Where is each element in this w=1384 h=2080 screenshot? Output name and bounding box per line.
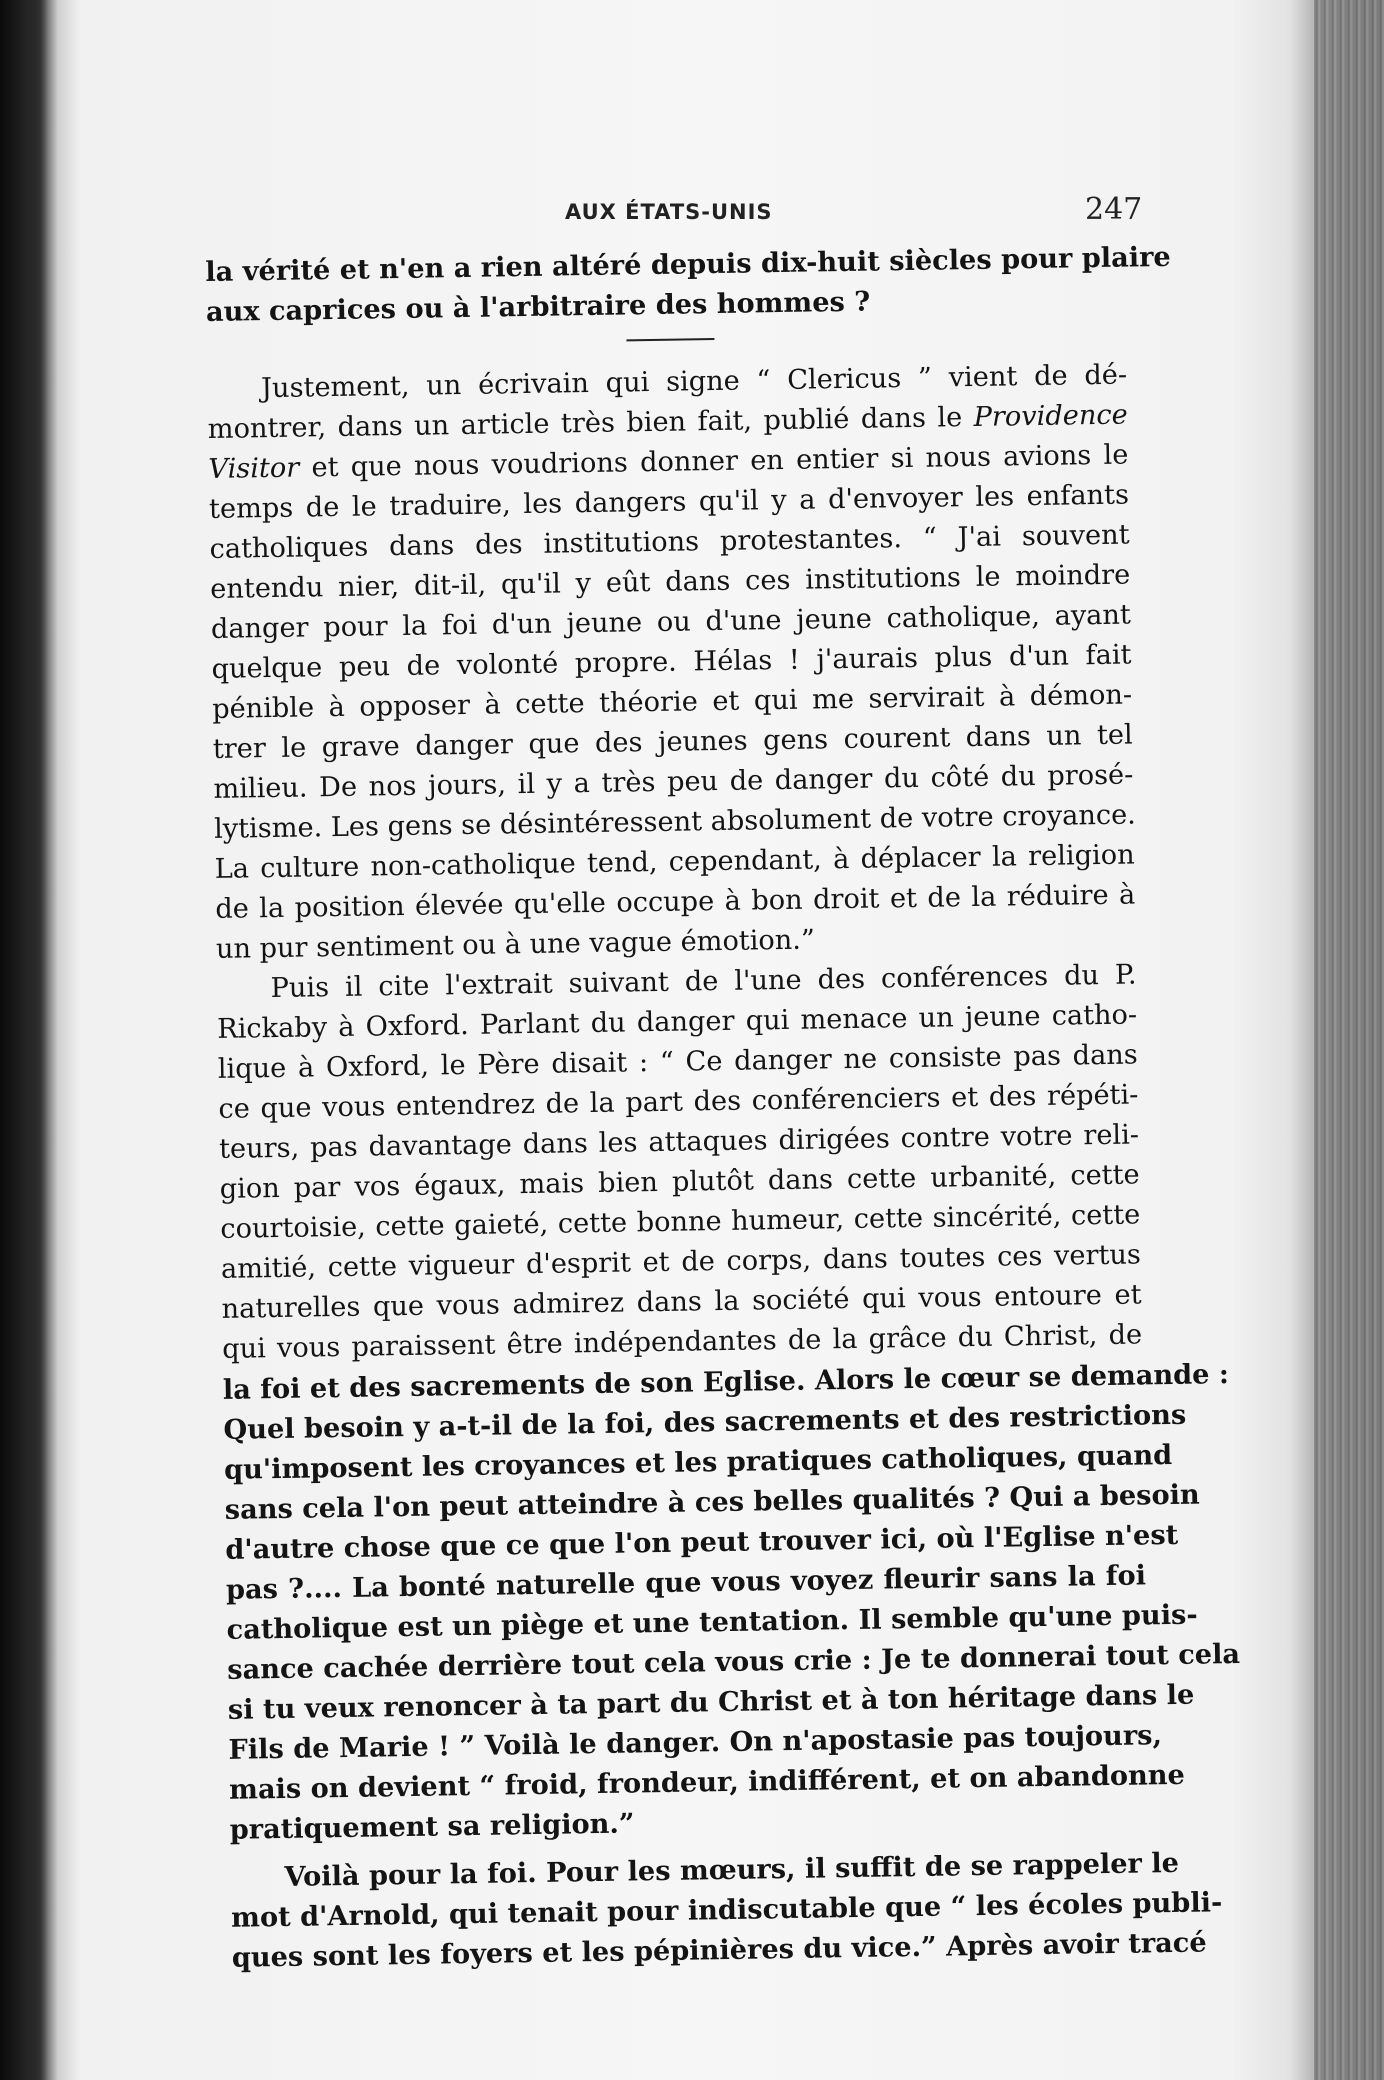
paragraph-continuation: [205, 238, 1171, 332]
body-text: [205, 238, 1241, 1978]
text-line: quelque peu de volonté propre. Hélas ! j'aurais plus d'un fait: [211, 639, 1132, 685]
text-line: catholique est un piège et une tentation. Il semble qu'une puis-: [226, 1598, 1198, 1646]
text-line: d'autre chose que ce que l'on peut trouver ici, où l'Eglise n'est: [225, 1518, 1179, 1566]
text-line: Voilà pour la foi. Pour les mœurs, il suffit de se rappeler le: [284, 1846, 1180, 1893]
text-line: lique à Oxford, le Père disait : “ Ce danger ne consiste pas dans: [217, 1039, 1138, 1085]
page-edges: [1314, 0, 1384, 2080]
text-line: pénible à opposer à cette théorie et qui me servirait à démon-: [211, 679, 1133, 725]
text-line: aux caprices ou à l'arbitraire des hommes ?: [205, 285, 871, 328]
text-line: la foi et des sacrements de son Eglise. Alors le cœur se demande :: [222, 1358, 1230, 1406]
text-line: mais on devient “ froid, frondeur, indifférent, et on abandonne: [228, 1758, 1186, 1806]
text-line: ce que vous entendrez de la part des conférenciers et des répéti-: [218, 1079, 1139, 1125]
text-line: Fils de Marie ! ” Voilà le danger. On n'apostasie pas toujours,: [228, 1719, 1163, 1766]
text-line: qu'imposent les croyances et les pratiques catholiques, quand: [223, 1438, 1173, 1486]
italic-title: Providence: [973, 399, 1128, 433]
text-line: de la position élevée qu'elle occupe à bon droit et de la réduire à: [215, 879, 1136, 925]
text-line: lytisme. Les gens se désintéressent absolument de votre croyance.: [213, 799, 1137, 845]
text-line: danger pour la foi d'un jeune ou d'une jeune catholique, ayant: [210, 599, 1132, 645]
text-line: milieu. De nos jours, il y a très peu de danger du côté du prosé-: [213, 759, 1134, 805]
text-line: teurs, pas davantage dans les attaques dirigées contre votre reli-: [218, 1119, 1140, 1165]
text-line: trer le grave danger que des jeunes gens courent dans un tel: [212, 719, 1133, 765]
text-line: mot d'Arnold, qui tenait pour indiscutable que “ les écoles publi-: [230, 1886, 1223, 1934]
text-line: ques sont les foyers et les pépinières du vice.” Après avoir tracé: [231, 1926, 1207, 1974]
text-line: gion par vos égaux, mais bien plutôt dans cette urbanité, cette: [219, 1159, 1140, 1205]
text-line: naturelles que vous admirez dans la société qui vous entoure et: [221, 1279, 1142, 1325]
text-line: sans cela l'on peut atteindre à ces belles qualités ? Qui a besoin: [224, 1478, 1200, 1526]
book-page: [205, 190, 1305, 2030]
binding-shadow: [0, 0, 48, 2080]
text-line: un pur sentiment ou à une vague émotion.”: [215, 924, 816, 965]
text-line: si tu veux renoncer à ta part du Christ et à ton héritage dans le: [227, 1678, 1195, 1726]
text-line: catholiques dans des institutions protestantes. “ J'ai souvent: [209, 519, 1130, 565]
text-line: pas ?.... La bonté naturelle que vous voyez fleurir sans la foi: [225, 1559, 1147, 1606]
text-line: entendu nier, dit-il, qu'il y eût dans ces institutions le moindre: [210, 559, 1131, 605]
text-line: qui vous paraissent être indépendantes de la grâce du Christ, de: [221, 1319, 1143, 1365]
text-line: Quel besoin y a-t-il de la foi, des sacrements et des restrictions: [223, 1398, 1187, 1446]
paragraph-arnold: [230, 1843, 1223, 1977]
page-number: 247: [1085, 192, 1143, 227]
paragraph-rickaby: [216, 955, 1142, 1369]
text-line: Rickaby à Oxford. Parlant du danger qui menace un jeune catho-: [216, 999, 1138, 1045]
text-line: La culture non-catholique tend, cependant, à déplacer la religion: [214, 839, 1135, 885]
paragraph-rickaby-bold: [222, 1355, 1241, 1849]
text-line: la vérité et n'en a rien altéré depuis dix-huit siècles pour plaire: [205, 240, 1171, 288]
text-line: courtoisie, cette gaieté, cette bonne humeur, cette sincérité, cette: [220, 1199, 1141, 1245]
text-line: Puis il cite l'extrait suivant de l'une des conférences du P.: [270, 959, 1137, 1005]
section-rule: [626, 338, 714, 341]
text-line: montrer, dans un article très bien fait, publié dans le Providence: [207, 399, 1128, 445]
italic-title: Visitor: [208, 452, 300, 485]
text-line: temps de le traduire, les dangers qu'il y a d'envoyer les enfants: [208, 479, 1130, 525]
text-line: amitié, cette vigueur d'esprit et de corps, dans toutes ces vertus: [220, 1239, 1142, 1285]
running-head: AUX ÉTATS-UNIS: [565, 200, 773, 224]
text-line: pratiquement sa religion.”: [229, 1807, 635, 1846]
text-line: Visitor et que nous voudrions donner en entier si nous avions le: [208, 439, 1129, 485]
text-line: sance cachée derrière tout cela vous crie : Je te donnerai tout cela: [227, 1637, 1241, 1686]
text-line: Justement, un écrivain qui signe “ Clericus ” vient de dé-: [260, 359, 1128, 405]
paragraph-clericus: [207, 356, 1136, 970]
